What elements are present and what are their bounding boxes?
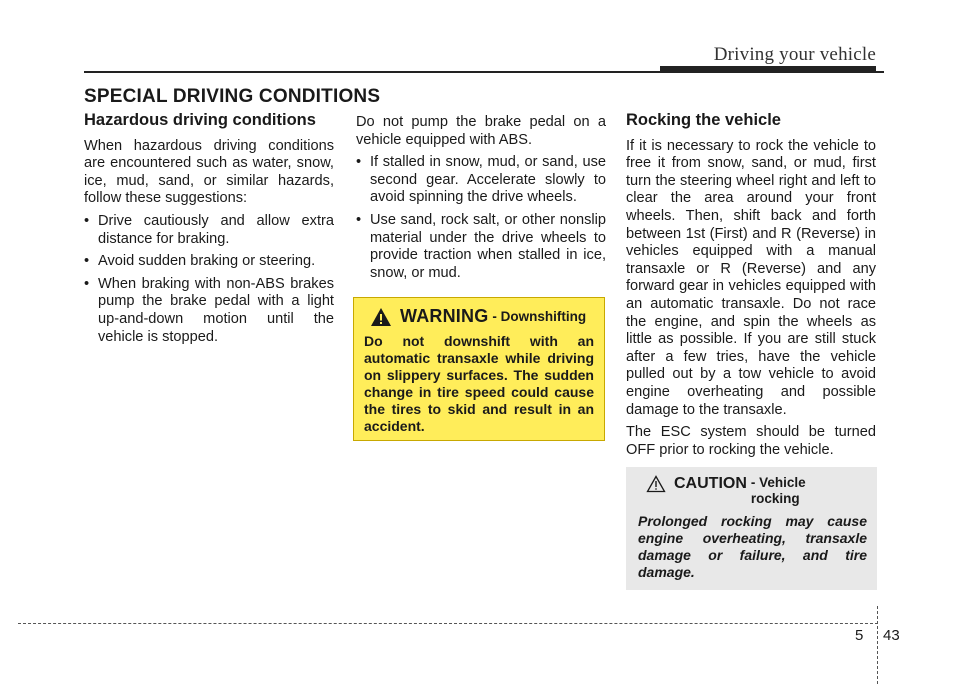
warning-header xyxy=(364,306,594,327)
hazardous-heading: Hazardous driving conditions xyxy=(84,111,316,129)
hazardous-list xyxy=(84,213,334,346)
list-item: • Use sand, rock salt, or other nonslip material under the drive wheels to provide traction when stalled in ice, snow, or mud. xyxy=(356,212,606,282)
section-title: SPECIAL DRIVING CONDITIONS xyxy=(84,86,381,107)
header-rule xyxy=(84,71,884,73)
warning-title: WARNING xyxy=(400,306,489,326)
hazardous-intro: When hazardous driving conditions are encountered such as water, snow, ice, mud, sand, or similar hazards, follow these suggestions: xyxy=(84,137,334,207)
rocking-esc-note: The ESC system should be turned OFF prior to rocking the vehicle. xyxy=(626,424,876,458)
list-item: • Avoid sudden braking or steering. xyxy=(84,253,334,271)
rocking-paragraph: If it is necessary to rock the vehicle to free it from snow, sand, or mud, first turn the steering wheel right and left to clear the area around your front wheels. Then, shift back and forth between 1st (First) and R (Reverse) in vehicles equipped with a manual transaxle or R (Reverse) and any forward gear in vehicles equipped with an automatic transaxle. Do not race the engine, and spin the wheels as little as possible. If you are still stuck after a few tries, have the vehicle pulled out by a tow vehicle to avoid engine overheating and possible damage to the transaxle. xyxy=(626,137,876,418)
abs-list xyxy=(356,154,606,282)
caution-subtitle: - Vehicle rocking xyxy=(750,475,806,506)
rocking-heading: Rocking the vehicle xyxy=(626,111,781,129)
caution-title: CAUTION xyxy=(674,475,747,492)
column-rocking xyxy=(626,112,876,464)
warning-body: Do not downshift with an automatic transaxle while driving on slippery surfaces. The sudden change in tire speed could cause the tires to skid and result in an accident. xyxy=(364,333,594,434)
list-item: • When braking with non-ABS brakes pump the brake pedal with a light up-and-down motion until the vehicle is stopped. xyxy=(84,276,334,346)
footer-rule xyxy=(18,623,878,624)
warning-subtitle: - Downshifting xyxy=(492,309,587,324)
page-number: 43 xyxy=(883,627,900,644)
caution-body: Prolonged rocking may cause engine overheating, transaxle damage or failure, and tire damage. xyxy=(638,513,867,580)
chapter-title: Driving your vehicle xyxy=(713,44,876,65)
abs-intro: Do not pump the brake pedal on a vehicle equipped with ABS. xyxy=(356,114,606,148)
warning-triangle-icon xyxy=(370,307,392,327)
list-item: • Drive cautiously and allow extra distance for braking. xyxy=(84,213,334,248)
footer-divider xyxy=(877,606,878,684)
warning-box xyxy=(353,297,605,441)
caution-header xyxy=(638,475,867,507)
chapter-number: 5 xyxy=(855,627,864,644)
column-abs xyxy=(356,114,606,287)
column-hazardous xyxy=(84,112,334,351)
caution-box xyxy=(626,467,877,590)
list-item: • If stalled in snow, mud, or sand, use second gear. Accelerate slowly to avoid spinning the drive wheels. xyxy=(356,154,606,207)
caution-triangle-icon xyxy=(646,475,666,493)
